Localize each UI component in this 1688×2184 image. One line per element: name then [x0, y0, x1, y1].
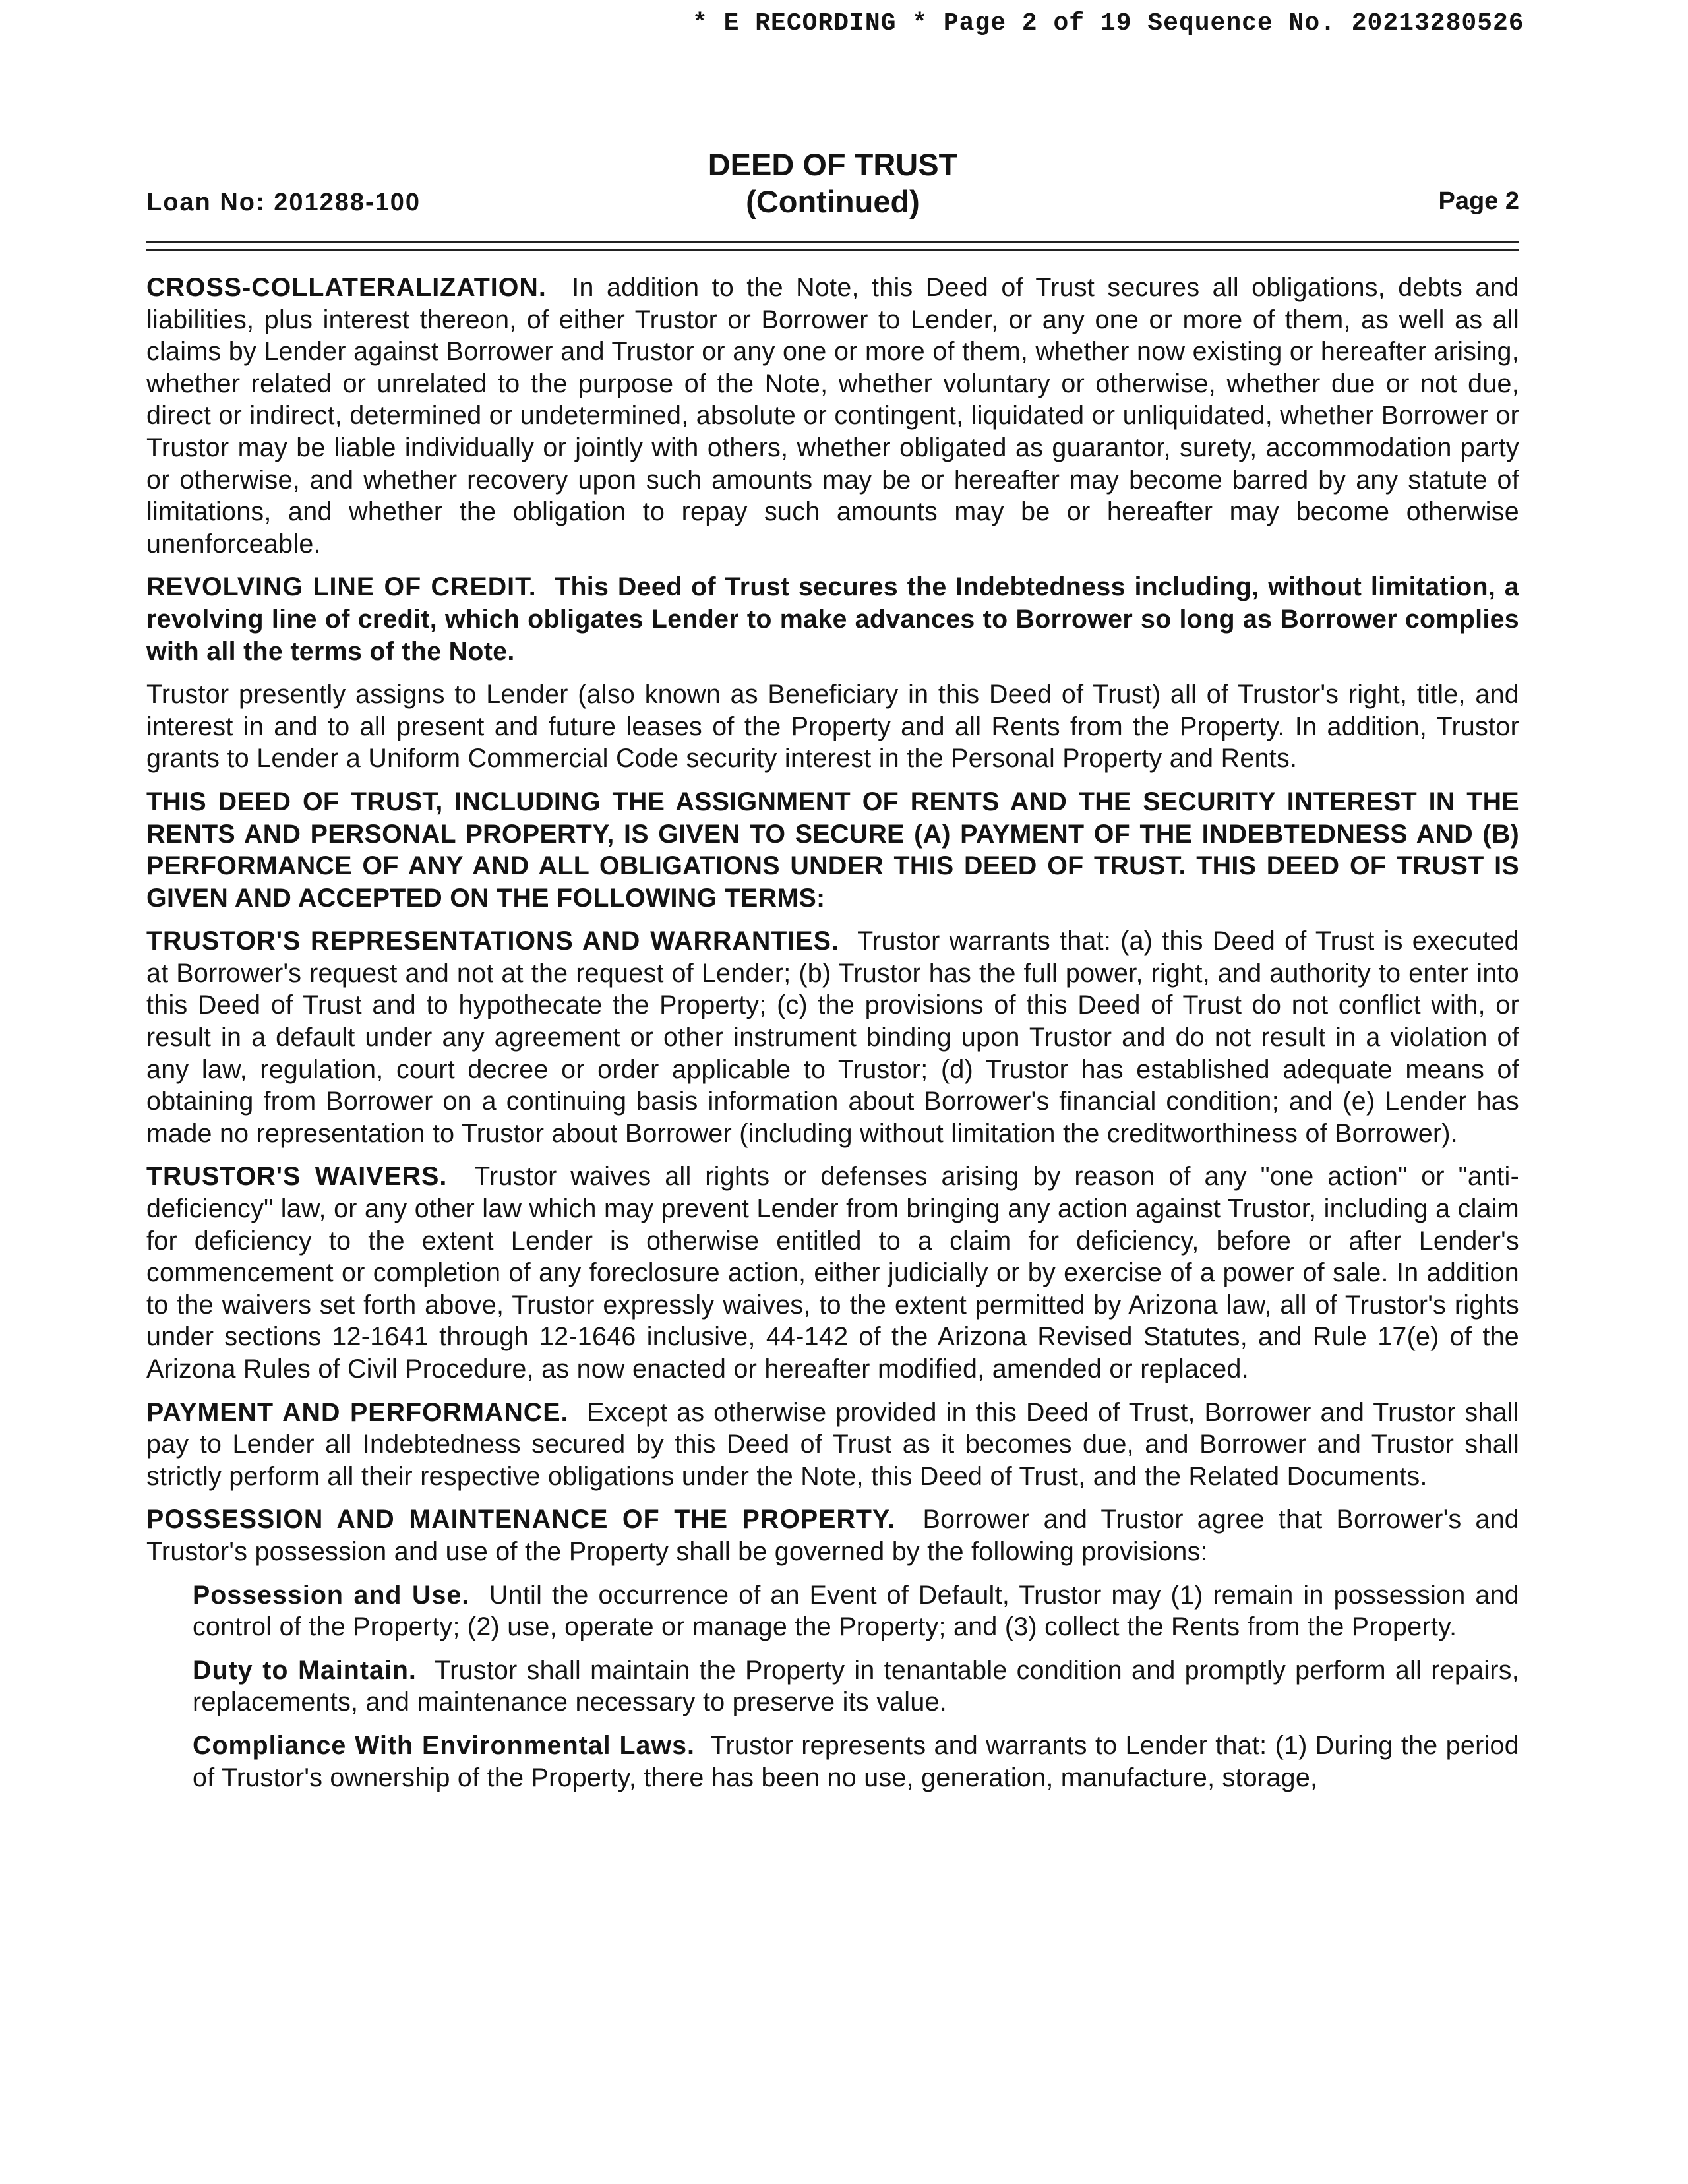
revolving-line-paragraph — [146, 571, 1519, 667]
duty-to-maintain-paragraph — [193, 1654, 1519, 1718]
section-heading: CROSS-COLLATERALIZATION. — [146, 273, 547, 302]
document-title — [146, 146, 1519, 220]
possession-use-paragraph — [193, 1579, 1519, 1643]
section-heading: TRUSTOR'S REPRESENTATIONS AND WARRANTIES. — [146, 926, 839, 956]
page-number: Page 2 — [1438, 187, 1519, 215]
document-body — [146, 272, 1519, 1805]
loan-number: Loan No: 201288-100 — [146, 189, 421, 216]
title-line-2: (Continued) — [746, 184, 920, 219]
section-heading: POSSESSION AND MAINTENANCE OF THE PROPERTY. — [146, 1505, 895, 1534]
cross-collateralization-paragraph — [146, 272, 1519, 560]
title-line-1: DEED OF TRUST — [708, 147, 958, 182]
section-heading: PAYMENT AND PERFORMANCE. — [146, 1397, 569, 1427]
payment-paragraph — [146, 1397, 1519, 1493]
environmental-laws-paragraph — [193, 1730, 1519, 1794]
subsection-text: Trustor represents and warrants to Lender that: (1) During the period of Trustor's ownership of the Property, there has been no use, generation, manufacture, storage, — [193, 1730, 1519, 1792]
section-text: Except as otherwise provided in this Deed of Trust, Borrower and Trustor shall pay to Lender all Indebtedness secured by this Deed of Trust as it becomes due, and Borrower and Trustor shall strictly perform all their respective obligations under the Note, this Deed of Trust, and the Related Documents. — [146, 1397, 1519, 1491]
possession-paragraph — [146, 1503, 1519, 1567]
section-heading: REVOLVING LINE OF CREDIT. — [146, 572, 537, 602]
section-text: Trustor warrants that: (a) this Deed of Trust is executed at Borrower's request and not at the request of Lender; (b) Trustor has the full power, right, and authority to enter into this Deed of Trust and to hypothecate the Property; (c) the provisions of this Deed of Trust do not conflict with, or result in a default under any agreement or other instrument binding upon Trustor and do not result in a violation of any law, regulation, court decree or order applicable to Trustor; (d) Trustor has established adequate means of obtaining from Borrower on a continuing basis information about Borrower's financial condition; and (e) Lender has made no representation to Trustor about Borrower (including without limitation the creditworthiness of Borrower). — [146, 926, 1520, 1148]
section-text: This Deed of Trust secures the Indebtedness including, without limitation, a revolving line of credit, which obligates Lender to make advances to Borrower so long as Borrower complies with all the terms of the Note. — [146, 572, 1520, 666]
header-rule-bottom — [146, 249, 1519, 251]
waivers-paragraph — [146, 1161, 1519, 1385]
recording-stamp: * E RECORDING * Page 2 of 19 Sequence No. 20213280526 — [692, 9, 1524, 38]
section-heading: TRUSTOR'S WAIVERS. — [146, 1162, 448, 1192]
assignment-paragraph: Trustor presently assigns to Lender (also known as Beneficiary in this Deed of Trust) all of Trustor's right, title, and interest in and to all present and future leases of the Property and all Rents from the Property. In addition, Trustor grants to Lender a Uniform Commercial Code security interest in the Personal Property and Rents. — [146, 680, 1519, 774]
page-header — [146, 146, 1519, 226]
subsection-text: Trustor shall maintain the Property in tenantable condition and promptly perform all repairs, replacements, and maintenance necessary to preserve its value. — [193, 1655, 1519, 1717]
representations-paragraph — [146, 925, 1519, 1149]
subsection-heading: Compliance With Environmental Laws. — [193, 1730, 695, 1760]
section-text: Borrower and Trustor agree that Borrower's and Trustor's possession and use of the Property shall be governed by the following provisions: — [146, 1505, 1520, 1566]
section-text: In addition to the Note, this Deed of Trust secures all obligations, debts and liabilities, plus interest thereon, of either Trustor or Borrower to Lender, or any one or more of them, as well as all claims by Lender against Borrower and Trustor or any one or more of them, whether now existing or hereafter arising, whether related or unrelated to the purpose of the Note, whether voluntary or otherwise, whether due or not due, direct or indirect, determined or undetermined, absolute or contingent, liquidated or unliquidated, whether Borrower or Trustor may be liable individually or jointly with others, whether obligated as guarantor, surety, accommodation party or otherwise, and whether recovery upon such amounts may be or hereafter may become barred by any statute of limitations, and whether the obligation to repay such amounts may be or hereafter may become otherwise unenforceable. — [146, 273, 1519, 559]
subsection-heading: Duty to Maintain. — [193, 1655, 417, 1685]
subsection-heading: Possession and Use. — [193, 1580, 470, 1610]
subsection-text: Until the occurrence of an Event of Default, Trustor may (1) remain in possession and control of the Property; (2) use, operate or manage the Property; and (3) collect the Rents from the Property. — [193, 1580, 1519, 1642]
header-rule-top — [146, 241, 1519, 243]
section-text: Trustor waives all rights or defenses arising by reason of any "one action" or "anti-deficiency" law, or any other law which may prevent Lender from bringing any action against Trustor, including a claim for deficiency to the extent Lender is otherwise entitled to a claim for deficiency, before or after Lender's commencement or completion of any foreclosure action, either judicially or by exercise of a power of sale. In addition to the waivers set forth above, Trustor expressly waives, to the extent permitted by Arizona law, all of Trustor's rights under sections 12-1641 through 12-1646 inclusive, 44-142 of the Arizona Revised Statutes, and Rule 17(e) of the Arizona Rules of Civil Procedure, as now enacted or hereafter modified, amended or replaced. — [146, 1162, 1519, 1383]
given-to-secure-paragraph: THIS DEED OF TRUST, INCLUDING THE ASSIGNMENT OF RENTS AND THE SECURITY INTEREST IN THE RENTS AND PERSONAL PROPERTY, IS GIVEN TO SECURE (A) PAYMENT OF THE INDEBTEDNESS AND (B) PERFORMANCE OF ANY AND ALL OBLIGATIONS UNDER THIS DEED OF TRUST. THIS DEED OF TRUST IS GIVEN AND ACCEPTED ON THE FOLLOWING TERMS: — [146, 787, 1519, 913]
